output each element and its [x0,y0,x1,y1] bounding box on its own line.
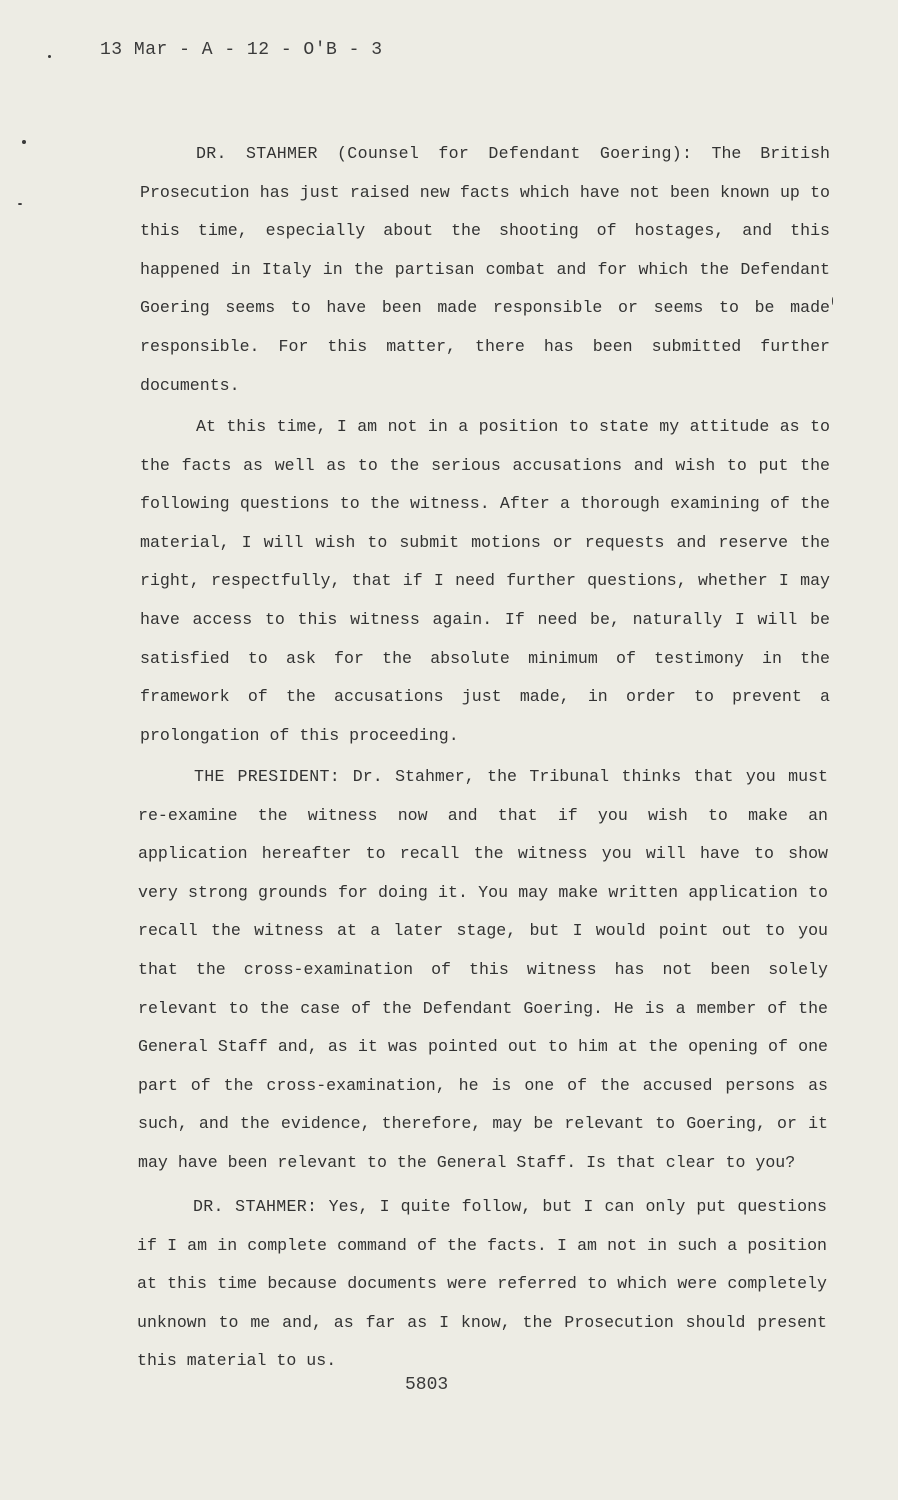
speaker-label: DR. STAHMER: [193,1197,329,1216]
paragraph-text: The British Prosecution has just raised new facts which have not been known up to this time, especially about the shooting of hostages, and this happened in Italy in the partisan combat and for which the Defendant Goering seems to have been made responsible or seems to be made responsible. For this matter, there has been submitted further documents. [140,144,830,395]
margin-speck [22,140,26,144]
paragraph-stahmer-opening [140,135,830,405]
margin-speck [18,203,22,205]
margin-speck [832,297,833,305]
document-reference-header: 13 Mar - A - 12 - O'B - 3 [100,40,383,60]
paragraph-president [138,758,828,1183]
speaker-label: THE PRESIDENT: [194,767,353,786]
paragraph-text: Yes, I quite follow, but I can only put questions if I am in complete command of the facts. I am not in such a position at this time because documents were referred to which were completely unknown to me and, as far as I know, the Prosecution should present this material to us. [137,1197,828,1371]
paragraph-stahmer-continued [140,408,830,755]
speaker-label: DR. STAHMER (Counsel for Defendant Goering): [196,144,712,163]
paragraph-stahmer-reply [137,1188,827,1381]
margin-speck [48,55,51,58]
paragraph-text: At this time, I am not in a position to state my attitude as to the facts as well as to the serious accusations and wish to put the following questions to the witness. After a thorough examining of the material, I will wish to submit motions or requests and reserve the right, respectfully, that if I need further questions, whether I may have access to this witness again. If need be, naturally I will be satisfied to ask for the absolute minimum of testimony in the framework of the accusations just made, in order to prevent a prolongation of this proceeding. [140,417,830,745]
paragraph-text: Dr. Stahmer, the Tribunal thinks that you must re-examine the witness now and that if you wish to make an application hereafter to recall the witness you will have to show very strong grounds for doing it. You may make written application to recall the witness at a later stage, but I would point out to you that the cross-examination of this witness has not been solely relevant to the case of the Defendant Goering. He is a member of the General Staff and, as it was pointed out to him at the opening of one part of the cross-examination, he is one of the accused persons as such, and the evidence, therefore, may be relevant to Goering, or it may have been relevant to the General Staff. Is that clear to you? [138,767,829,1172]
page-number: 5803 [405,1375,449,1395]
